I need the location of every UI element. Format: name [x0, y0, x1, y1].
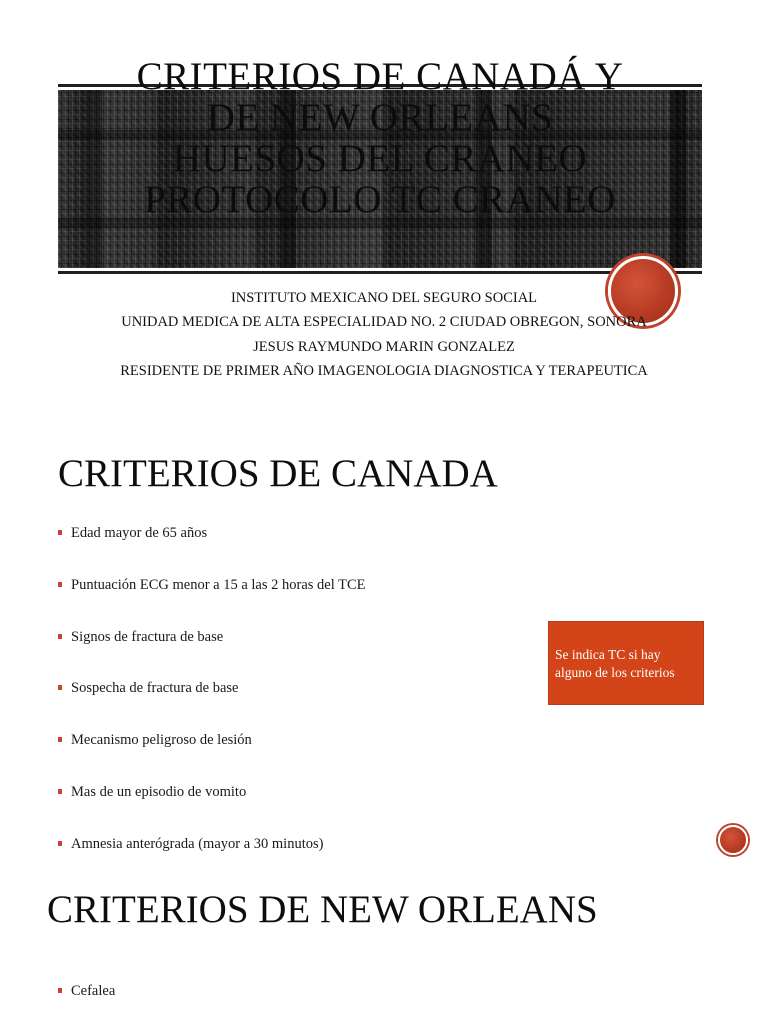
subtitle-institution: INSTITUTO MEXICANO DEL SEGURO SOCIAL — [230, 290, 538, 306]
list-item — [58, 524, 366, 576]
list-item-text: Signos de fractura de base — [71, 628, 224, 645]
canada-criteria-list — [58, 524, 366, 887]
new-orleans-heading: CRITERIOS DE NEW ORLEANS — [47, 888, 598, 931]
banner-bottom-rule — [58, 271, 702, 274]
slide-subtitle — [58, 286, 710, 383]
list-item — [58, 731, 366, 783]
list-item — [58, 576, 366, 628]
title-line-3: HUESOS DEL CRANEO — [172, 137, 588, 180]
subtitle-role: RESIDENTE DE PRIMER AÑO IMAGENOLOGIA DIAGNOSTICA Y TERAPEUTICA — [120, 362, 648, 379]
title-line-4: PROTOCOLO TC CRANEO — [144, 178, 616, 221]
slide-title — [58, 56, 702, 220]
bullet-icon — [58, 685, 62, 690]
list-item — [58, 628, 366, 680]
bullet-icon — [58, 737, 62, 742]
list-item — [58, 835, 366, 887]
bullet-icon — [58, 582, 62, 587]
list-item-text: Mas de un episodio de vomito — [71, 783, 247, 800]
bullet-icon — [58, 841, 62, 846]
decorative-circle-small-icon — [718, 825, 748, 855]
subtitle-unit: UNIDAD MEDICA DE ALTA ESPECIALIDAD NO. 2 CIUDAD OBREGON, SONORA — [121, 314, 647, 331]
list-item-text: Puntuación ECG menor a 15 a las 2 horas del TCE — [71, 576, 366, 593]
title-line-1: CRITERIOS DE CANADÁ Y — [136, 55, 624, 98]
list-item-text: Edad mayor de 65 años — [71, 525, 208, 541]
subtitle-author: JESUS RAYMUNDO MARIN GONZALEZ — [253, 338, 515, 355]
list-item — [58, 679, 366, 731]
bullet-icon — [58, 634, 62, 639]
list-item — [58, 783, 366, 835]
list-item — [58, 982, 115, 1034]
bullet-icon — [58, 530, 62, 535]
list-item-text: Mecanismo peligroso de lesión — [71, 732, 252, 749]
canada-heading: CRITERIOS DE CANADA — [58, 452, 498, 495]
bullet-icon — [58, 988, 62, 993]
bullet-icon — [58, 789, 62, 794]
list-item-text: Amnesia anterógrada (mayor a 30 minutos) — [71, 835, 324, 852]
title-line-2: DE NEW ORLEANS — [206, 96, 554, 139]
callout-box: Se indica TC si hay alguno de los criterios — [548, 621, 704, 705]
new-orleans-criteria-list — [58, 982, 115, 1034]
list-item-text: Cefalea — [71, 983, 116, 999]
list-item-text: Sospecha de fractura de base — [71, 680, 239, 697]
